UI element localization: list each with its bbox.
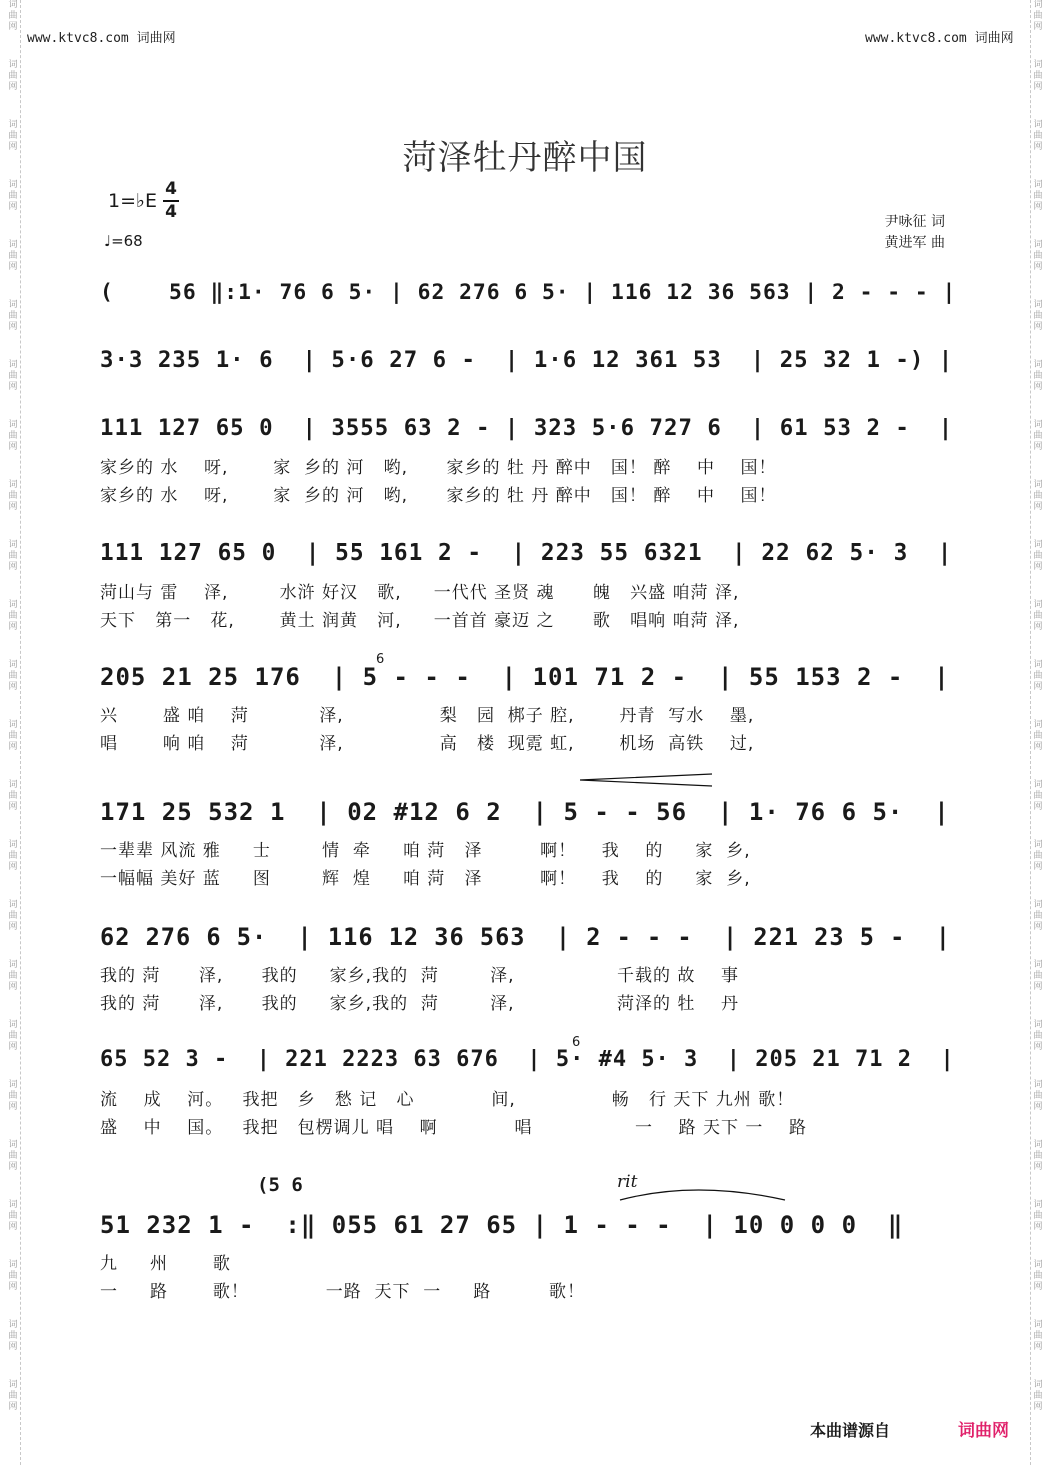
- notes-line: 111 127 65 0 | 55 161 2 - | 223 55 6321 | 22 62 5· 3 |: [100, 540, 953, 566]
- lyricist: 尹咏征 词: [884, 214, 945, 230]
- notes-line: ( 56 ‖:1· 76 6 5· | 62 276 6 5· | 116 12 36 563 | 2 - - - |: [100, 280, 957, 305]
- watermark-text: 词曲网: [8, 600, 18, 632]
- tempo-marking: ♩=68: [104, 232, 143, 250]
- watermark-text: 词曲网: [1033, 1380, 1043, 1412]
- lyrics-verse-1: 流 成 河。 我把 乡 愁 记 心 间, 畅 行 天下 九州 歌！: [100, 1090, 795, 1110]
- watermark-text: 词曲网: [8, 240, 18, 272]
- lyrics-verse-2: 我的 菏 泽, 我的 家乡,我的 菏 泽, 菏泽的 牡 丹: [100, 994, 739, 1014]
- watermark-text: 词曲网: [8, 360, 18, 392]
- watermark-text: 词曲网: [1033, 420, 1043, 452]
- watermark-text: 词曲网: [1033, 540, 1043, 572]
- watermark-text: 词曲网: [8, 480, 18, 512]
- watermark-text: 词曲网: [1033, 1200, 1043, 1232]
- watermark-text: 词曲网: [1033, 120, 1043, 152]
- notes-line: 205 21 25 176 | 5 - - - | 101 71 2 - | 55 153 2 - |: [100, 663, 950, 691]
- footer-source-label: 本曲谱源自: [810, 1421, 891, 1440]
- segno-mark-a: 6: [376, 652, 385, 667]
- notes-line: 51 232 1 - :‖ 055 61 27 65 | 1 - - - | 10 0 0 0 ‖: [100, 1211, 904, 1239]
- lyrics-verse-2: 天下 第一 花, 黄土 润黄 河, 一首首 豪迈 之 歌 唱响 咱菏 泽,: [100, 611, 740, 631]
- watermark-text: 词曲网: [1033, 900, 1043, 932]
- watermark-text: 词曲网: [8, 60, 18, 92]
- watermark-text: 词曲网: [8, 1140, 18, 1172]
- watermark-text: 词曲网: [1033, 960, 1043, 992]
- watermark-text: 词曲网: [1033, 600, 1043, 632]
- watermark-text: 词曲网: [8, 1020, 18, 1052]
- footer-brand-link[interactable]: 词曲网: [958, 1421, 1009, 1441]
- watermark-text: 词曲网: [1033, 240, 1043, 272]
- watermark-text: 词曲网: [1033, 0, 1043, 32]
- notes-line: 65 52 3 - | 221 2223 63 676 | 5· #4 5· 3 | 205 21 71 2 |: [100, 1047, 955, 1072]
- watermark-text: 词曲网: [8, 1260, 18, 1292]
- segno-mark-b: 6: [572, 1035, 581, 1050]
- watermark-text: 词曲网: [1033, 1140, 1043, 1172]
- site-url-left[interactable]: www.ktvc8.com 词曲网: [27, 31, 176, 46]
- lyrics-verse-1: 菏山与 雷 泽, 水浒 好汉 歌, 一代代 圣贤 魂 魄 兴盛 咱菏 泽,: [100, 583, 740, 603]
- watermark-text: 词曲网: [1033, 360, 1043, 392]
- credits: [885, 212, 945, 254]
- watermark-text: 词曲网: [1033, 720, 1043, 752]
- time-signature-bottom: 4: [165, 202, 177, 222]
- lyrics-verse-2: 盛 中 国。 我把 包楞调儿 唱 啊 唱 一 路 天下 一 路: [100, 1118, 808, 1138]
- watermark-text: 词曲网: [8, 780, 18, 812]
- lyrics-verse-2: 一 路 歌！ 一路 天下 一 路 歌！: [100, 1282, 585, 1302]
- watermark-text: 词曲网: [1033, 1020, 1043, 1052]
- watermark-text: 词曲网: [8, 840, 18, 872]
- crescendo-hairpin: [580, 770, 720, 790]
- watermark-text: 词曲网: [8, 1320, 18, 1352]
- watermark-text: 词曲网: [1033, 1320, 1043, 1352]
- lyrics-verse-1: 一辈辈 风流 雅 士 情 牵 咱 菏 泽 啊！ 我 的 家 乡,: [100, 841, 751, 861]
- watermark-text: 词曲网: [8, 1380, 18, 1412]
- site-url-right[interactable]: www.ktvc8.com 词曲网: [865, 31, 1014, 46]
- watermark-text: 词曲网: [8, 960, 18, 992]
- watermark-text: 词曲网: [8, 1080, 18, 1112]
- lyrics-verse-2: 一幅幅 美好 蓝 图 辉 煌 咱 菏 泽 啊！ 我 的 家 乡,: [100, 869, 751, 889]
- watermark-text: 词曲网: [8, 540, 18, 572]
- watermark-text: 词曲网: [8, 1200, 18, 1232]
- lyrics-verse-1: 九 州 歌: [100, 1254, 231, 1274]
- watermark-text: 词曲网: [8, 180, 18, 212]
- time-signature: [163, 180, 179, 222]
- lyrics-verse-2: 唱 响 咱 菏 泽, 高 楼 现霓 虹, 机场 高铁 过,: [100, 734, 755, 754]
- watermark-text: 词曲网: [1033, 480, 1043, 512]
- watermark-text: 词曲网: [8, 120, 18, 152]
- notes-line: 171 25 532 1 | 02 #12 6 2 | 5 - - 56 | 1· 76 6 5· |: [100, 798, 950, 826]
- notes-line: 62 276 6 5· | 116 12 36 563 | 2 - - - | 221 23 5 - |: [100, 923, 951, 951]
- watermark-text: 词曲网: [1033, 1080, 1043, 1112]
- lyrics-verse-1: 兴 盛 咱 菏 泽, 梨 园 梆子 腔, 丹青 写水 墨,: [100, 706, 755, 726]
- watermark-text: 词曲网: [8, 0, 18, 32]
- watermark-text: 词曲网: [1033, 780, 1043, 812]
- watermark-text: 词曲网: [1033, 1260, 1043, 1292]
- lyrics-verse-1: 我的 菏 泽, 我的 家乡,我的 菏 泽, 千载的 故 事: [100, 966, 739, 986]
- watermark-text: 词曲网: [1033, 60, 1043, 92]
- lyrics-verse-2: 家乡的 水 呀, 家 乡的 河 哟, 家乡的 牡 丹 醉中 国！ 醉 中 国！: [100, 486, 777, 506]
- watermark-text: 词曲网: [8, 720, 18, 752]
- notes-line: 3·3 235 1· 6 | 5·6 27 6 - | 1·6 12 361 53 | 25 32 1 -) |: [100, 347, 954, 373]
- watermark-text: 词曲网: [1033, 660, 1043, 692]
- watermark-text: 词曲网: [8, 660, 18, 692]
- notes-line: 111 127 65 0 | 3555 63 2 - | 323 5·6 727 6 | 61 53 2 - |: [100, 415, 954, 441]
- time-signature-top: 4: [165, 179, 177, 199]
- watermark-text: 词曲网: [1033, 840, 1043, 872]
- watermark-text: 词曲网: [8, 900, 18, 932]
- page-title: 菏泽牡丹醉中国: [402, 138, 648, 178]
- ritardando-slur: [600, 1180, 800, 1210]
- watermark-text: 词曲网: [1033, 300, 1043, 332]
- repeat-return-notes: (5 6: [257, 1174, 303, 1196]
- lyrics-verse-1: 家乡的 水 呀, 家 乡的 河 哟, 家乡的 牡 丹 醉中 国！ 醉 中 国！: [100, 458, 777, 478]
- composer: 黄进军 曲: [884, 235, 945, 251]
- watermark-text: 词曲网: [1033, 180, 1043, 212]
- watermark-text: 词曲网: [8, 420, 18, 452]
- watermark-text: 词曲网: [8, 300, 18, 332]
- ritardando-mark: rit: [617, 1172, 638, 1192]
- key-signature: 1=♭E: [108, 190, 157, 212]
